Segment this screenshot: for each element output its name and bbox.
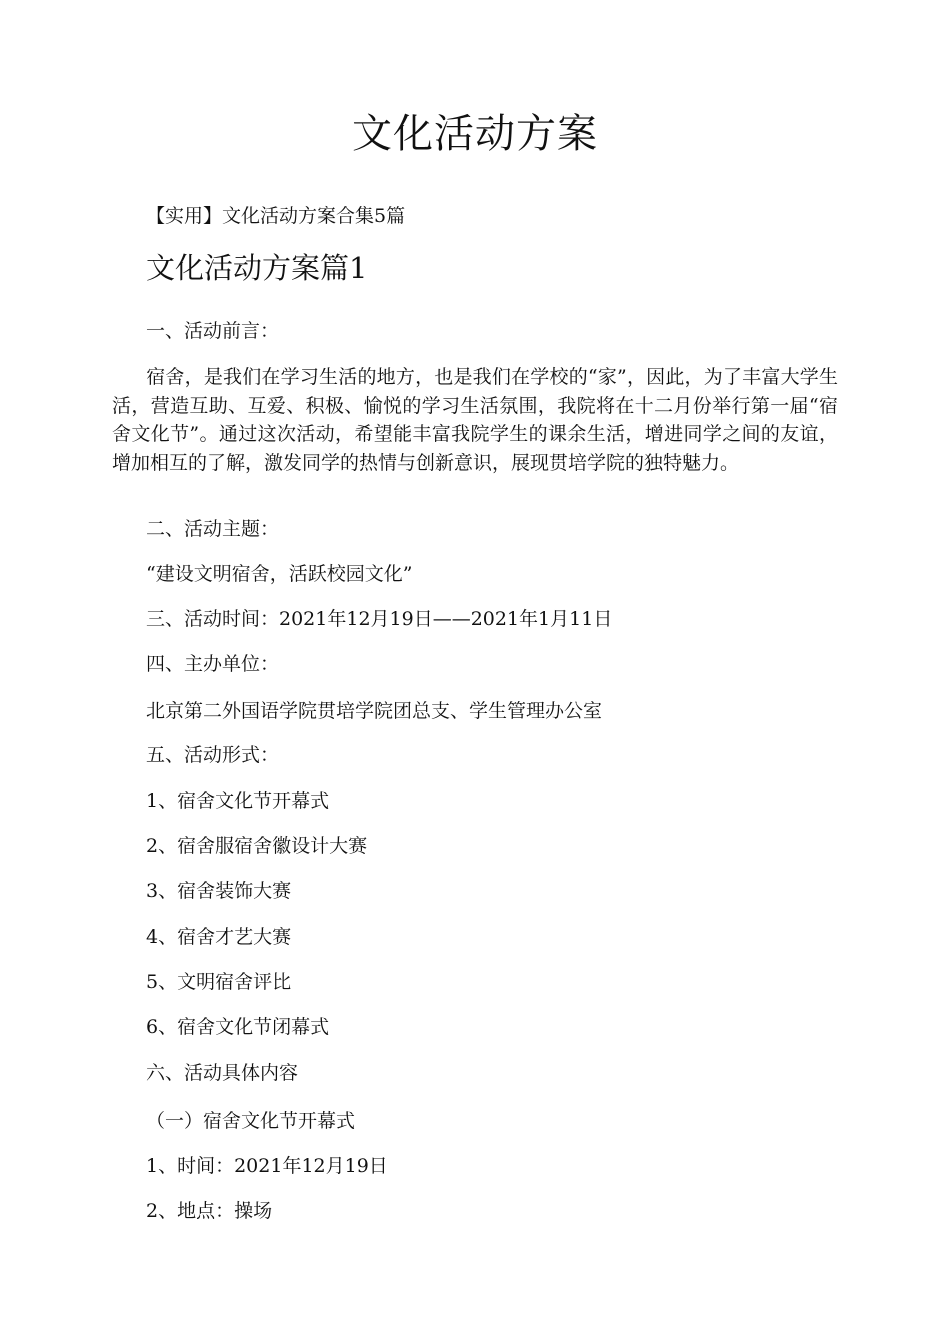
format-item-6: 6、宿舍文化节闭幕式 <box>146 1016 330 1038</box>
event-time: 1、时间：2021年12月19日 <box>146 1155 388 1177</box>
theme-heading: 二、活动主题： <box>146 518 280 540</box>
format-item-1: 1、宿舍文化节开幕式 <box>146 790 330 812</box>
organizer-text: 北京第二外国语学院贯培学院团总支、学生管理办公室 <box>146 700 603 722</box>
time-line: 三、活动时间：2021年12月19日——2021年1月11日 <box>146 608 613 630</box>
format-item-2: 2、宿舍服宿舍徽设计大赛 <box>146 835 368 857</box>
document-title: 文化活动方案 <box>352 111 598 157</box>
format-item-4: 4、宿舍才艺大赛 <box>146 926 292 948</box>
subsection-heading: （一）宿舍文化节开幕式 <box>146 1110 356 1132</box>
section-heading: 文化活动方案篇1 <box>146 251 368 285</box>
format-item-5: 5、文明宿舍评比 <box>146 971 292 993</box>
format-heading: 五、活动形式： <box>146 744 280 766</box>
intro-paragraph <box>112 363 838 477</box>
document-subtitle: 【实用】文化活动方案合集5篇 <box>146 205 406 227</box>
intro-heading: 一、活动前言： <box>146 320 280 342</box>
organizer-heading: 四、主办单位： <box>146 653 280 675</box>
event-location: 2、地点：操场 <box>146 1200 273 1222</box>
theme-text: “建设文明宿舍，活跃校园文化” <box>146 563 413 585</box>
intro-paragraph-text: 宿舍，是我们在学习生活的地方，也是我们在学校的“家”，因此，为了丰富大学生活，营造互助、互爱、积极、愉悦的学习生活氛围，我院将在十二月份举行第一届“宿舍文化节”。通过这次活动，希望能丰富我院学生的课余生活，增进同学之间的友谊，增加相互的了解，激发同学的热情与创新意识，展现贯培学院的独特魅力。 <box>112 366 838 474</box>
content-heading: 六、活动具体内容 <box>146 1062 299 1084</box>
format-item-3: 3、宿舍装饰大赛 <box>146 880 292 902</box>
